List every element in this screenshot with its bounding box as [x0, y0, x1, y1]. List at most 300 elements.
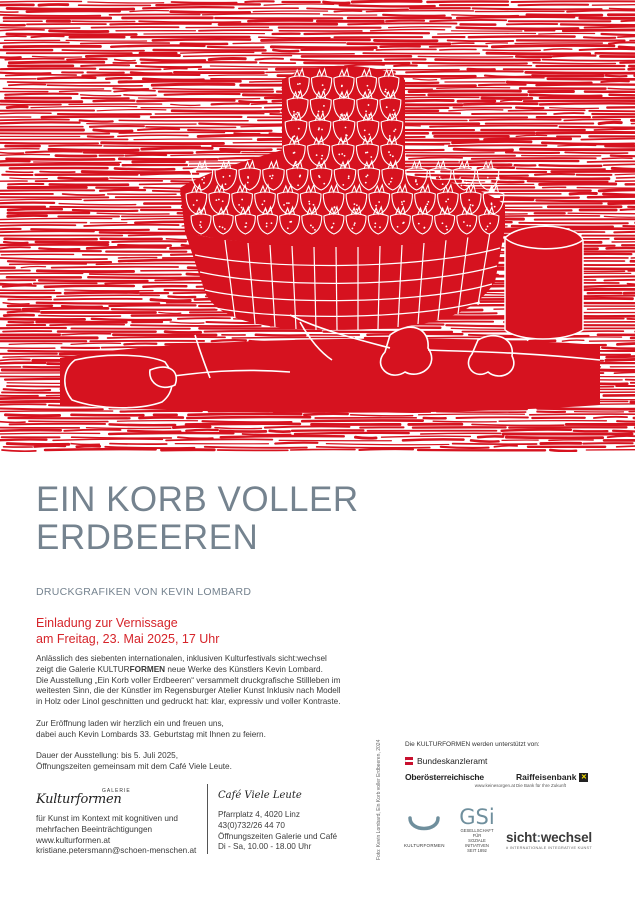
strawberry-seed	[344, 155, 346, 157]
strawberry-seed	[367, 151, 369, 153]
raiffeisen-slogan: Die Bank für Ihre Zukunft	[516, 783, 567, 788]
wood-grain-streak	[469, 36, 575, 37]
wood-grain-streak	[627, 319, 635, 320]
strawberry-seed	[312, 227, 314, 229]
wood-grain-streak	[71, 444, 99, 445]
strawberry-seed	[388, 183, 390, 185]
raiffeisenbank-logo	[516, 772, 616, 788]
wood-grain-streak	[124, 344, 156, 345]
wood-grain-streak	[0, 113, 51, 114]
wood-grain-streak	[212, 340, 246, 341]
wood-grain-streak	[0, 28, 80, 29]
wood-grain-streak	[23, 308, 108, 309]
wood-grain-streak	[172, 111, 279, 112]
wood-grain-streak	[501, 197, 579, 198]
cafe-phone: 43(0)732/26 44 70	[218, 820, 285, 830]
cup-shape	[505, 226, 583, 339]
wood-grain-streak	[613, 431, 635, 432]
wood-grain-streak	[115, 168, 174, 169]
wood-grain-streak	[111, 46, 204, 47]
body-line: weitesten Sinn, die der Künstler im Regensburger Atelier Kunst Inklusiv nach Modell	[36, 686, 341, 696]
strawberry-seed	[401, 201, 403, 203]
wood-grain-streak	[7, 444, 69, 445]
wood-grain-streak	[72, 437, 172, 438]
body-line: Öffnungszeiten gemeinsam mit dem Café Viele Leute.	[36, 761, 232, 771]
wood-grain-streak	[102, 143, 224, 144]
wood-grain-streak	[449, 145, 547, 146]
wood-grain-streak	[7, 34, 136, 35]
wood-grain-streak	[31, 229, 149, 230]
wood-grain-streak	[528, 181, 608, 182]
strawberry-seed	[225, 183, 227, 185]
wood-grain-streak	[62, 306, 102, 307]
wood-grain-streak	[0, 411, 113, 412]
wood-grain-streak	[389, 27, 451, 28]
strawberry-seed	[356, 204, 358, 206]
body-paragraph-3	[36, 751, 376, 773]
wood-grain-streak	[544, 49, 572, 50]
cafe-hours: Di - Sa, 10.00 - 18.00 Uhr	[218, 842, 312, 852]
wood-grain-streak	[1, 68, 95, 69]
invite-line-2: am Freitag, 23. Mai 2025, 17 Uhr	[36, 632, 220, 646]
wood-grain-streak	[433, 421, 496, 422]
wood-grain-streak	[602, 348, 635, 349]
invitation-heading	[36, 615, 219, 647]
strawberry-seed	[466, 225, 468, 227]
subtitle: DRUCKGRAFIKEN VON KEVIN LOMBARD	[36, 586, 252, 598]
strawberry-seed	[297, 184, 299, 186]
wood-grain-streak	[471, 440, 499, 441]
wood-grain-streak	[59, 204, 136, 205]
wood-grain-streak	[232, 337, 354, 338]
strawberry-seed	[439, 176, 441, 178]
wood-grain-streak	[594, 370, 635, 371]
wood-grain-streak	[72, 415, 144, 416]
wood-grain-streak	[248, 20, 311, 21]
kulturformen-logo	[404, 812, 444, 848]
strawberry-seed	[269, 175, 271, 177]
strawberry-seed	[364, 129, 366, 131]
wood-grain-streak	[8, 215, 47, 216]
wood-grain-streak	[0, 439, 46, 440]
wood-grain-streak	[526, 72, 635, 73]
strawberry-seed	[321, 129, 323, 131]
wood-grain-streak	[173, 427, 210, 428]
strawberry-seed	[289, 221, 291, 223]
wood-grain-streak	[146, 127, 236, 128]
wood-grain-streak	[187, 417, 310, 418]
wood-grain-streak	[53, 439, 162, 440]
strawberry-seed	[445, 226, 447, 228]
wood-grain-streak	[139, 21, 240, 22]
wood-grain-streak	[264, 4, 334, 5]
wood-grain-streak	[4, 46, 100, 47]
strawberry-seed	[365, 182, 367, 184]
wood-grain-streak	[262, 40, 370, 41]
wood-grain-streak	[617, 421, 635, 422]
wood-grain-streak	[66, 40, 146, 41]
wood-grain-streak	[340, 5, 435, 6]
wood-grain-streak	[506, 152, 559, 153]
wood-grain-streak	[110, 178, 203, 179]
strawberry-seed	[322, 84, 324, 86]
strawberry-seed	[445, 201, 447, 203]
strawberry-seed	[263, 200, 265, 202]
wood-grain-streak	[62, 50, 144, 51]
gsi-logo	[456, 806, 498, 853]
austria-flag-icon	[405, 757, 413, 765]
strawberry-seed	[440, 178, 442, 180]
wood-grain-streak	[0, 203, 54, 204]
wood-grain-streak	[59, 178, 108, 179]
strawberry-seed	[388, 151, 390, 153]
wood-grain-streak	[153, 39, 250, 40]
wood-grain-streak	[549, 440, 593, 441]
strawberry-seed	[321, 158, 323, 160]
strawberry-seed	[287, 227, 289, 229]
wood-grain-streak	[430, 46, 488, 47]
wood-grain-streak	[8, 311, 39, 312]
strawberry-seed	[385, 89, 387, 91]
wood-grain-streak	[265, 426, 350, 427]
wood-grain-streak	[142, 148, 212, 149]
sichtwechsel-name	[506, 830, 611, 845]
strawberry-seed	[403, 200, 405, 202]
wood-grain-streak	[0, 30, 44, 31]
wood-grain-streak	[67, 59, 107, 60]
wood-grain-streak	[112, 241, 186, 242]
wood-grain-streak	[615, 174, 635, 175]
wood-grain-streak	[409, 157, 462, 158]
wood-grain-streak	[7, 107, 27, 108]
wood-grain-streak	[119, 120, 248, 121]
wood-grain-streak	[606, 359, 635, 360]
strawberry-seed	[447, 198, 449, 200]
wood-grain-streak	[441, 447, 489, 448]
wood-grain-streak	[395, 165, 512, 166]
wood-grain-streak	[6, 75, 76, 76]
strawberry-seed	[193, 204, 195, 206]
wood-grain-streak	[430, 126, 557, 127]
wood-grain-streak	[31, 106, 137, 107]
photo-credit: Foto: Kevin Lombard, Ein Korb voller Erdbeeren, 2024	[376, 739, 382, 860]
wood-grain-streak	[519, 5, 589, 6]
wood-grain-streak	[172, 2, 237, 3]
wood-grain-streak	[629, 68, 635, 69]
gsi-line: GESELLSCHAFT FÜR	[460, 828, 494, 838]
strawberry-seed	[244, 226, 246, 228]
strawberry-seed	[333, 223, 335, 225]
gsi-line: SEIT 1892	[467, 848, 487, 853]
wood-grain-streak	[143, 7, 233, 8]
wood-grain-streak	[0, 421, 25, 422]
wood-grain-streak	[197, 152, 240, 153]
strawberry-seed	[200, 221, 202, 223]
wood-grain-streak	[565, 152, 627, 153]
wood-grain-streak	[0, 251, 101, 252]
wood-grain-streak	[3, 88, 103, 89]
strawberry-seed	[353, 224, 355, 226]
wood-grain-streak	[253, 11, 327, 12]
strawberry-seed	[199, 224, 201, 226]
wood-grain-streak	[184, 55, 292, 56]
wood-grain-streak	[94, 101, 135, 102]
wood-grain-streak	[178, 318, 230, 319]
wood-grain-streak	[188, 130, 271, 131]
wood-grain-streak	[0, 72, 50, 73]
gallery-info	[36, 814, 216, 857]
wood-grain-streak	[220, 149, 271, 150]
raiffeisen-gable-icon: ✕	[581, 773, 587, 781]
wood-grain-streak	[589, 111, 635, 112]
strawberry-seed	[341, 153, 343, 155]
wood-grain-streak	[47, 85, 142, 86]
strawberry-seed	[487, 226, 489, 228]
wood-grain-streak	[452, 43, 474, 44]
strawberry-seed	[297, 83, 299, 85]
wood-grain-streak	[409, 91, 520, 92]
title-line-2: ERDBEEREN	[36, 518, 259, 557]
wood-grain-streak	[62, 334, 110, 335]
wood-grain-streak	[31, 36, 63, 37]
wood-grain-streak	[73, 210, 138, 211]
strawberry-seed	[487, 177, 489, 179]
strawberry-seed	[308, 201, 310, 203]
wood-grain-streak	[4, 315, 33, 316]
strawberry-seed	[318, 175, 320, 177]
wood-grain-streak	[50, 207, 170, 208]
wood-grain-streak	[94, 130, 132, 131]
strawberry-seed	[442, 222, 444, 224]
wood-grain-streak	[561, 24, 635, 25]
strawberry-seed	[365, 152, 367, 154]
wood-grain-streak	[536, 84, 634, 85]
wood-grain-streak	[8, 209, 62, 210]
strawberry-seed	[294, 152, 296, 154]
wood-grain-streak	[186, 424, 300, 425]
wood-grain-streak	[413, 79, 436, 80]
wood-grain-streak	[8, 82, 110, 83]
wood-grain-streak	[119, 81, 240, 82]
wood-grain-streak	[119, 132, 224, 133]
strawberry-seed	[374, 223, 376, 225]
strawberry-seed	[450, 208, 452, 210]
kulturformen-script: Kulturformen	[36, 792, 122, 807]
wood-grain-streak	[604, 216, 635, 217]
wood-grain-streak	[348, 23, 456, 24]
sw-part: wechsel	[540, 830, 592, 845]
strawberry-seed	[203, 182, 205, 184]
wood-grain-streak	[502, 430, 571, 431]
wood-grain-streak	[567, 10, 635, 11]
strawberry-seed	[395, 129, 397, 131]
wood-grain-streak	[464, 104, 537, 105]
wood-grain-streak	[631, 261, 635, 262]
sw-part: sicht	[506, 830, 537, 845]
wood-grain-streak	[345, 65, 385, 66]
wood-grain-streak	[324, 2, 350, 3]
wood-grain-streak	[0, 143, 98, 144]
strawberry-seed	[368, 133, 370, 135]
strawberry-seed	[342, 184, 344, 186]
strawberry-seed	[466, 179, 468, 181]
strawberry-seed	[338, 154, 340, 156]
wood-grain-streak	[602, 158, 632, 159]
wood-grain-streak	[542, 143, 634, 144]
wood-grain-streak	[609, 42, 635, 43]
wood-grain-streak	[262, 53, 354, 54]
wood-grain-streak	[386, 21, 424, 22]
strawberry-seed	[241, 207, 243, 209]
strawberry-seed	[416, 183, 418, 185]
strawberry-seed	[245, 222, 247, 224]
wood-grain-streak	[144, 33, 265, 34]
wood-grain-streak	[376, 49, 436, 50]
wood-grain-streak	[374, 40, 436, 41]
wood-grain-streak	[631, 123, 635, 124]
wood-grain-streak	[291, 60, 382, 61]
wood-grain-streak	[4, 242, 27, 243]
wood-grain-streak	[0, 245, 108, 246]
strawberry-seed	[343, 114, 345, 116]
wood-grain-streak	[38, 78, 95, 79]
wood-grain-streak	[516, 108, 543, 109]
wood-grain-streak	[125, 155, 166, 156]
wood-grain-streak	[454, 149, 512, 150]
wood-grain-streak	[210, 66, 332, 67]
wood-grain-streak	[209, 75, 267, 76]
wood-grain-streak	[136, 66, 201, 67]
wood-grain-streak	[436, 60, 540, 61]
wood-grain-streak	[0, 433, 100, 434]
wood-grain-streak	[156, 4, 259, 5]
wood-grain-streak	[612, 168, 635, 169]
wood-grain-streak	[438, 33, 536, 34]
strawberry-seed	[334, 206, 336, 208]
wood-grain-streak	[118, 245, 170, 246]
wood-grain-streak	[108, 337, 225, 338]
wood-grain-streak	[608, 88, 635, 89]
wood-grain-streak	[0, 218, 112, 219]
wood-grain-streak	[114, 90, 155, 91]
wood-grain-streak	[105, 283, 201, 284]
wood-grain-streak	[606, 76, 627, 77]
strawberry-seed	[364, 135, 366, 137]
wood-grain-streak	[540, 165, 602, 166]
wood-grain-streak	[10, 178, 47, 179]
body-line: Die Ausstellung „Ein Korb voller Erdbeeren“ versammelt druckgrafische Stillleben im	[36, 675, 341, 685]
strawberry-seed	[247, 177, 249, 179]
wood-grain-streak	[403, 439, 464, 440]
wood-grain-streak	[106, 78, 131, 79]
wood-grain-streak	[478, 436, 503, 437]
wood-grain-streak	[533, 63, 615, 64]
wood-grain-streak	[538, 408, 635, 409]
strawberry-seed	[241, 199, 243, 201]
wood-grain-streak	[34, 446, 65, 447]
strawberry-seed	[310, 225, 312, 227]
wood-grain-streak	[457, 28, 578, 29]
strawberry-seed	[365, 110, 367, 112]
wood-grain-streak	[39, 280, 147, 281]
wood-grain-streak	[100, 190, 145, 191]
wood-grain-streak	[71, 343, 120, 344]
body-fragment: zeigt die Galerie KULTUR	[36, 664, 130, 674]
wood-grain-streak	[139, 417, 182, 418]
ooe-url: www.keinesorgen.at	[474, 783, 515, 788]
wood-grain-streak	[470, 119, 561, 120]
wood-grain-streak	[564, 119, 620, 120]
wood-grain-streak	[382, 436, 471, 437]
wood-grain-streak	[181, 52, 254, 53]
strawberry-seed	[490, 180, 492, 182]
wood-grain-streak	[326, 444, 448, 445]
body-line: dabei auch Kevin Lombards 33. Geburtstag mit Ihnen zu feiern.	[36, 729, 266, 739]
strawberry-seed	[316, 154, 318, 156]
wood-grain-streak	[199, 30, 272, 31]
strawberry-seed	[224, 228, 226, 230]
wood-grain-streak	[153, 88, 273, 89]
wood-grain-streak	[449, 110, 503, 111]
wood-grain-streak	[0, 15, 100, 16]
wood-grain-streak	[437, 412, 526, 413]
strawberry-seed	[313, 204, 315, 206]
wood-grain-streak	[221, 436, 344, 437]
wood-grain-streak	[601, 81, 629, 82]
wood-grain-streak	[479, 85, 526, 86]
wood-grain-streak	[92, 319, 171, 320]
strawberry-seed	[286, 202, 288, 204]
strawberry-seed	[314, 229, 316, 231]
strawberry-seed	[463, 221, 465, 223]
wood-grain-streak	[614, 372, 635, 373]
wood-grain-streak	[81, 43, 169, 44]
wood-grain-streak	[255, 59, 283, 60]
wood-grain-streak	[540, 103, 635, 104]
wood-grain-streak	[49, 149, 138, 150]
wood-grain-streak	[3, 286, 36, 287]
wood-grain-streak	[464, 181, 484, 182]
wood-grain-streak	[553, 55, 595, 56]
wood-grain-streak	[118, 257, 156, 258]
wood-grain-streak	[506, 437, 602, 438]
wood-grain-streak	[171, 155, 269, 156]
wood-grain-streak	[0, 363, 45, 364]
wood-grain-streak	[620, 62, 635, 63]
strawberry-seed	[466, 182, 468, 184]
strawberry-seed	[356, 208, 358, 210]
wood-grain-streak	[117, 421, 197, 422]
wood-grain-streak	[494, 446, 517, 447]
wood-grain-streak	[620, 209, 635, 210]
wood-grain-streak	[539, 33, 595, 34]
wood-grain-streak	[9, 62, 103, 63]
wood-grain-streak	[275, 443, 317, 444]
wood-grain-streak	[415, 337, 535, 338]
wood-grain-streak	[371, 29, 445, 30]
wood-grain-streak	[515, 43, 602, 44]
wood-grain-streak	[0, 404, 46, 405]
wood-grain-streak	[0, 24, 25, 25]
wood-grain-streak	[152, 84, 234, 85]
cafe-hours-label: Öffnungszeiten Galerie und Café	[218, 831, 338, 841]
wood-grain-streak	[604, 194, 635, 195]
wood-grain-streak	[1, 254, 73, 255]
wood-grain-streak	[562, 340, 584, 341]
wood-grain-streak	[7, 159, 115, 160]
wood-grain-streak	[0, 149, 39, 150]
wood-grain-streak	[131, 72, 172, 73]
